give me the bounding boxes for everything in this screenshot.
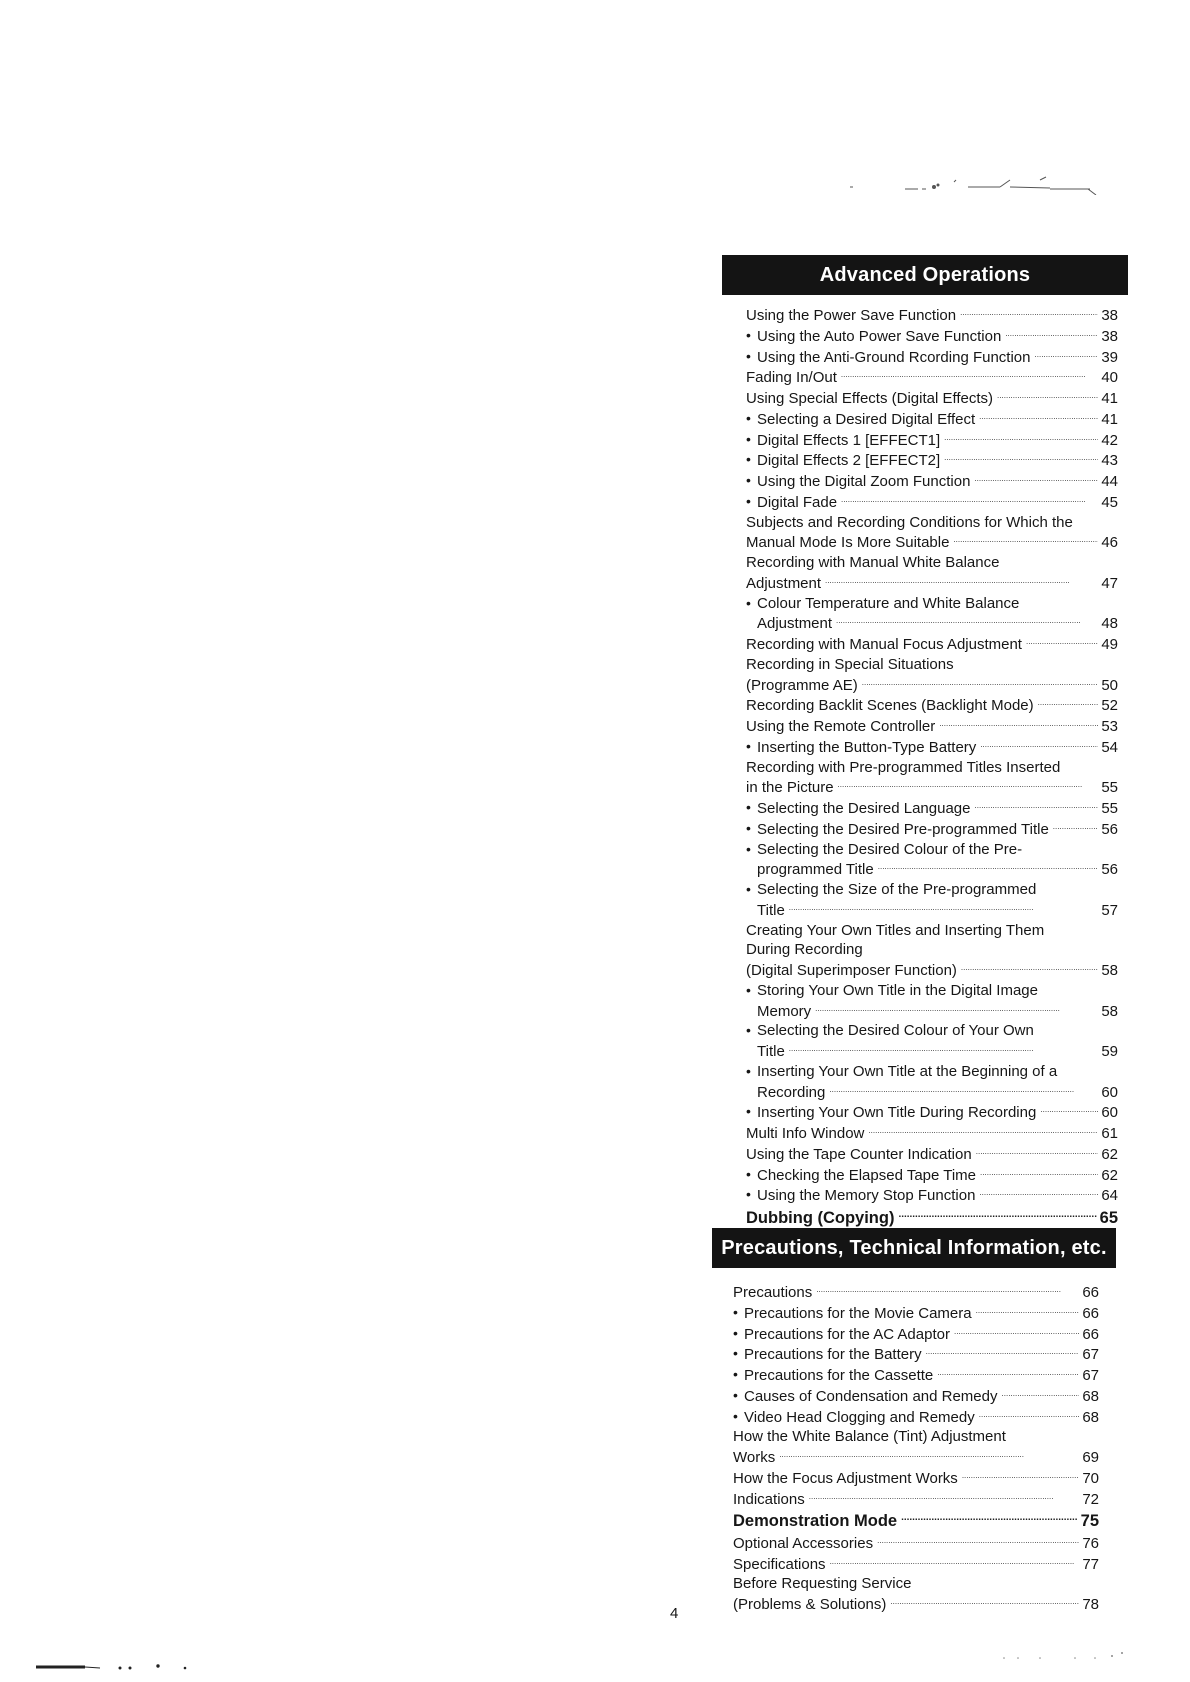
dot-leader xyxy=(862,675,1099,690)
entry-title: (Problems & Solutions) xyxy=(733,1596,887,1613)
toc-entry xyxy=(746,634,1118,655)
page-reference: 45 xyxy=(1101,493,1118,511)
page-reference: 55 xyxy=(1101,800,1118,817)
dot-leader xyxy=(838,777,1099,792)
toc-entry xyxy=(746,921,1118,981)
dot-leader xyxy=(1002,1386,1080,1401)
dot-leader xyxy=(980,1165,1098,1180)
dot-leader xyxy=(898,1206,1096,1223)
dot-leader xyxy=(877,1533,1079,1548)
toc-entry xyxy=(746,1021,1118,1062)
entry-title: Demonstration Mode xyxy=(733,1511,898,1530)
entry-title: Works xyxy=(733,1449,776,1466)
dot-leader xyxy=(825,573,1098,588)
dot-leader xyxy=(976,1144,1099,1159)
entry-title: • Video Head Clogging and Remedy xyxy=(744,1408,975,1426)
page-reference: 67 xyxy=(1082,1367,1099,1384)
table-of-contents xyxy=(733,1282,1099,1615)
dot-leader xyxy=(976,1303,1080,1318)
toc-entry xyxy=(746,758,1118,799)
page-reference: 72 xyxy=(1082,1490,1099,1508)
toc-entry xyxy=(746,409,1118,430)
toc-entry xyxy=(733,1282,1099,1303)
dot-leader xyxy=(980,737,1098,752)
page-reference: 41 xyxy=(1101,390,1118,407)
entry-title: • Causes of Condensation and Remedy xyxy=(744,1387,998,1405)
toc-entry xyxy=(746,840,1118,881)
dot-leader xyxy=(816,1282,1079,1297)
entry-title: Optional Accessories xyxy=(733,1534,874,1552)
toc-entry xyxy=(746,471,1118,492)
page-reference: 70 xyxy=(1082,1469,1099,1487)
dot-leader xyxy=(926,1344,1080,1359)
toc-entry xyxy=(746,737,1118,758)
entry-title: Recording with Manual Focus Adjustment xyxy=(746,636,1022,653)
entry-title: • Using the Digital Zoom Function xyxy=(757,473,971,490)
dot-leader xyxy=(829,1082,1098,1097)
page-reference: 62 xyxy=(1101,1166,1118,1184)
scan-artifact-marks xyxy=(30,1660,190,1672)
dot-leader xyxy=(1034,347,1098,362)
toc-entry xyxy=(746,655,1118,696)
page-reference: 40 xyxy=(1101,369,1118,387)
entry-title: in the Picture xyxy=(746,779,834,797)
dot-leader xyxy=(979,1407,1080,1422)
dot-leader xyxy=(954,1324,1079,1339)
dot-leader xyxy=(1040,1102,1098,1117)
page-reference: 56 xyxy=(1101,861,1118,879)
page-reference: 59 xyxy=(1101,1043,1118,1060)
dot-leader xyxy=(1005,326,1098,341)
entry-title: Using Special Effects (Digital Effects) xyxy=(746,390,994,407)
entry-title: Adjustment xyxy=(746,574,822,592)
dot-leader xyxy=(830,1554,1080,1569)
toc-entry xyxy=(733,1365,1099,1386)
advanced-operations-section xyxy=(722,255,1134,1230)
entry-title: • Checking the Elapsed Tape Time xyxy=(757,1166,977,1184)
page-reference: 60 xyxy=(1101,1104,1118,1122)
toc-entry xyxy=(746,326,1118,347)
entry-title: During Recording xyxy=(746,941,863,959)
toc-entry xyxy=(733,1574,1099,1615)
dot-leader xyxy=(979,409,1098,424)
page-reference: 56 xyxy=(1101,820,1118,838)
entry-title: • Precautions for the AC Adaptor xyxy=(744,1325,950,1343)
page-number: 4 xyxy=(670,1605,679,1622)
dot-leader xyxy=(868,1123,1098,1138)
toc-entry xyxy=(746,450,1118,471)
entry-title: • Inserting Your Own Title at the Beginning of a xyxy=(757,1062,1058,1080)
page-reference: 55 xyxy=(1101,779,1118,797)
page-reference: 66 xyxy=(1082,1284,1099,1301)
dot-leader xyxy=(975,798,1099,813)
entry-title: Subjects and Recording Conditions for Which the xyxy=(746,513,1073,531)
precautions-section xyxy=(712,1228,1124,1615)
page-reference: 57 xyxy=(1101,901,1118,919)
entry-title: Title xyxy=(757,1043,785,1060)
entry-title: Multi Info Window xyxy=(746,1125,865,1142)
entry-title: • Digital Effects 1 [EFFECT1] xyxy=(757,431,941,449)
entry-title: How the Focus Adjustment Works xyxy=(733,1469,958,1487)
page-reference: 60 xyxy=(1101,1083,1118,1101)
toc-entry xyxy=(746,1165,1118,1186)
dot-leader xyxy=(962,1468,1080,1483)
toc-entry xyxy=(746,1206,1118,1230)
page-reference: 62 xyxy=(1101,1145,1118,1163)
toc-entry xyxy=(746,1062,1118,1103)
dot-leader xyxy=(1053,819,1099,834)
toc-entry xyxy=(746,695,1118,716)
section-heading: Advanced Operations xyxy=(722,255,1128,295)
scan-artifact-marks xyxy=(850,165,1180,195)
entry-title: How the White Balance (Tint) Adjustment xyxy=(733,1428,1006,1446)
toc-entry xyxy=(746,1102,1118,1123)
entry-title: Using the Tape Counter Indication xyxy=(746,1145,972,1163)
entry-title: Fading In/Out xyxy=(746,369,837,387)
toc-entry xyxy=(746,367,1118,388)
page-reference: 64 xyxy=(1101,1187,1118,1205)
entry-title: Indications xyxy=(733,1490,805,1508)
dot-leader xyxy=(960,305,1098,320)
toc-entry xyxy=(746,513,1118,554)
entry-title: Recording in Special Situations xyxy=(746,655,954,673)
toc-entry xyxy=(746,388,1118,409)
entry-title: • Storing Your Own Title in the Digital Image xyxy=(757,981,1038,999)
dot-leader xyxy=(974,471,1098,486)
dot-leader xyxy=(939,716,1098,731)
toc-entry xyxy=(746,492,1118,513)
entry-title: Title xyxy=(757,901,785,919)
entry-title: Recording with Pre-programmed Titles Inserted xyxy=(746,758,1061,776)
toc-entry xyxy=(733,1554,1099,1575)
page-reference: 66 xyxy=(1082,1304,1099,1322)
dot-leader xyxy=(979,1185,1098,1200)
entry-title: • Precautions for the Battery xyxy=(744,1346,922,1364)
page-reference: 68 xyxy=(1082,1387,1099,1405)
dot-leader xyxy=(944,450,1098,465)
entry-title: • Selecting the Desired Language xyxy=(757,800,971,817)
toc-entry xyxy=(733,1407,1099,1428)
dot-leader xyxy=(878,859,1099,874)
toc-entry xyxy=(733,1324,1099,1345)
page-reference: 53 xyxy=(1101,718,1118,735)
toc-entry xyxy=(746,347,1118,368)
page-reference: 47 xyxy=(1101,574,1118,592)
toc-entry xyxy=(746,1185,1118,1206)
entry-title: Recording Backlit Scenes (Backlight Mode) xyxy=(746,697,1034,715)
entry-title: • Selecting the Desired Pre-programmed Title xyxy=(757,820,1049,838)
dot-leader xyxy=(901,1509,1078,1526)
page-reference: 52 xyxy=(1101,697,1118,715)
page-reference: 49 xyxy=(1101,636,1118,653)
toc-entry xyxy=(746,880,1118,921)
page-reference: 46 xyxy=(1101,534,1118,552)
entry-title: programmed Title xyxy=(757,861,874,879)
dot-leader xyxy=(789,900,1099,915)
page-reference: 38 xyxy=(1101,307,1118,324)
dot-leader xyxy=(937,1365,1079,1380)
dot-leader xyxy=(789,1041,1099,1056)
page-reference: 76 xyxy=(1082,1534,1099,1552)
page-reference: 42 xyxy=(1101,431,1118,449)
page-reference: 58 xyxy=(1101,962,1118,979)
entry-title: (Digital Superimposer Function) xyxy=(746,962,957,979)
page-reference: 69 xyxy=(1082,1449,1099,1466)
dot-leader xyxy=(997,388,1098,403)
dot-leader xyxy=(815,1001,1098,1016)
dot-leader xyxy=(944,430,1098,445)
toc-entry xyxy=(733,1509,1099,1533)
entry-title: • Precautions for the Cassette xyxy=(744,1367,934,1384)
toc-entry xyxy=(746,819,1118,840)
entry-title: • Digital Effects 2 [EFFECT2] xyxy=(757,452,941,470)
page-reference: 38 xyxy=(1101,327,1118,345)
page-reference: 68 xyxy=(1082,1408,1099,1426)
page-reference: 77 xyxy=(1082,1555,1099,1573)
entry-title: Precautions xyxy=(733,1284,813,1301)
toc-entry xyxy=(746,1144,1118,1165)
entry-title: • Inserting the Button-Type Battery xyxy=(757,738,977,756)
page-reference: 78 xyxy=(1082,1596,1099,1613)
entry-title: • Digital Fade xyxy=(757,493,838,511)
page-reference: 44 xyxy=(1101,473,1118,490)
dot-leader xyxy=(961,960,1098,975)
entry-title: Manual Mode Is More Suitable xyxy=(746,534,950,552)
entry-title: • Selecting the Size of the Pre-programmed xyxy=(757,881,1037,898)
entry-title: Recording xyxy=(757,1083,826,1101)
dot-leader xyxy=(890,1594,1079,1609)
entry-title: Using the Power Save Function xyxy=(746,307,957,324)
page-reference: 58 xyxy=(1101,1002,1118,1020)
entry-title: (Programme AE) xyxy=(746,676,858,694)
toc-entry xyxy=(733,1468,1099,1489)
entry-title: Using the Remote Controller xyxy=(746,718,936,735)
dot-leader xyxy=(841,367,1098,382)
toc-entry xyxy=(733,1386,1099,1407)
page-reference: 65 xyxy=(1099,1208,1118,1227)
section-heading: Precautions, Technical Information, etc. xyxy=(712,1228,1116,1268)
entry-title: • Colour Temperature and White Balance xyxy=(757,594,1020,612)
entry-title: Before Requesting Service xyxy=(733,1575,912,1593)
entry-title: Dubbing (Copying) xyxy=(746,1208,895,1227)
entry-title: Creating Your Own Titles and Inserting Them xyxy=(746,921,1045,939)
entry-title: • Precautions for the Movie Camera xyxy=(744,1304,972,1322)
toc-entry xyxy=(746,798,1118,819)
page-reference: 66 xyxy=(1082,1325,1099,1343)
entry-title: • Inserting Your Own Title During Recording xyxy=(757,1104,1037,1122)
page-reference: 43 xyxy=(1101,452,1118,470)
entry-title: Recording with Manual White Balance xyxy=(746,554,1000,571)
toc-entry xyxy=(746,1123,1118,1144)
toc-entry xyxy=(746,981,1118,1022)
scan-artifact-marks xyxy=(1000,1650,1130,1662)
dot-leader xyxy=(841,492,1098,507)
entry-title: Specifications xyxy=(733,1555,826,1573)
page-reference: 50 xyxy=(1101,676,1118,694)
toc-entry xyxy=(733,1344,1099,1365)
page-reference: 75 xyxy=(1080,1511,1099,1530)
dot-leader xyxy=(1038,695,1099,710)
entry-title: • Selecting the Desired Colour of the Pre- xyxy=(757,840,1023,858)
toc-entry xyxy=(733,1303,1099,1324)
page-reference: 48 xyxy=(1101,615,1118,633)
page-reference: 54 xyxy=(1101,738,1118,756)
dot-leader xyxy=(809,1489,1080,1504)
page-reference: 39 xyxy=(1101,348,1118,366)
toc-entry xyxy=(746,305,1118,326)
toc-entry xyxy=(733,1427,1099,1468)
dot-leader xyxy=(836,613,1098,628)
page-reference: 41 xyxy=(1101,410,1118,428)
entry-title: • Using the Memory Stop Function xyxy=(757,1187,976,1205)
entry-title: • Selecting a Desired Digital Effect xyxy=(757,410,976,428)
toc-entry xyxy=(733,1489,1099,1510)
toc-entry xyxy=(746,553,1118,594)
toc-entry xyxy=(746,716,1118,737)
toc-entry xyxy=(746,430,1118,451)
page-reference: 67 xyxy=(1082,1346,1099,1364)
entry-title: • Selecting the Desired Colour of Your Own xyxy=(757,1022,1034,1040)
entry-title: • Using the Anti-Ground Rcording Function xyxy=(757,348,1031,366)
entry-title: Memory xyxy=(757,1002,812,1020)
table-of-contents xyxy=(746,305,1118,1230)
entry-title: Adjustment xyxy=(757,615,833,633)
dot-leader xyxy=(779,1447,1079,1462)
toc-entry xyxy=(733,1533,1099,1554)
toc-entry xyxy=(746,594,1118,635)
entry-title: • Using the Auto Power Save Function xyxy=(757,327,1002,345)
page-reference: 61 xyxy=(1101,1125,1118,1142)
dot-leader xyxy=(1026,634,1098,649)
dot-leader xyxy=(953,532,1098,547)
